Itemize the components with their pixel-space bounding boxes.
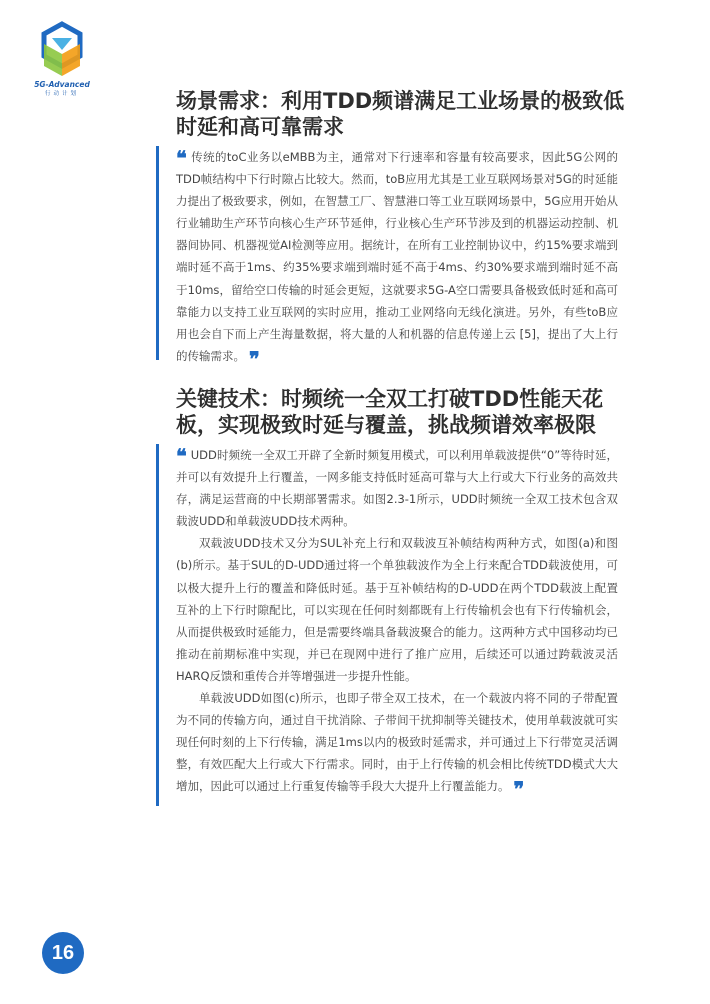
section1-body [176, 146, 618, 371]
logo-mark-icon [30, 20, 94, 84]
section2-quote-block [156, 444, 618, 806]
logo-text: 5G-Advanced [34, 80, 90, 89]
open-quote-icon: ❝ [176, 146, 187, 170]
page-number: 16 [42, 932, 84, 974]
quote-accent-bar [156, 444, 159, 806]
section1-paragraph: 传统的toC业务以eMBB为主，通常对下行速率和容量有较高要求，因此5G公网的TDD帧结构中下行时隙占比较大。然而，toB应用尤其是工业互联网场景对5G的时延能力提出了极致要求，例如，在智慧工厂、智慧港口等工业互联网场景中，5G应用开始从行业辅助生产环节向核心生产环节延伸，行业核心生产环节涉及到的机器运动控制、机器间协同、机器视觉AI检测等应用。据统计，在所有工业控制协议中，约15%要求端到端时延不高于1ms、约35%要求端到端时延不高于4ms、约30%要求端到端时延不高于10ms，留给空口传输的时延会更短，这就要求5G-A空口需要具备极致低时延和高可靠能力以支持工业互联网的实时应用，推动工业网络向无线化演进。另外，有些toB应用也会自下而上产生海量数据，将大量的人和机器的信息传递上云 [5]，提出了大上行的传输需求。 [176, 150, 618, 363]
logo-subtext: 行动计划 [44, 91, 79, 97]
close-quote-icon: ❞ [249, 346, 260, 371]
section2-paragraph-2: 双载波UDD技术又分为SUL补充上行和双载波互补帧结构两种方式，如图(a)和图(b)所示。基于SUL的D-UDD通过将一个单独载波作为全上行来配合TDD载波使用，可以极大提升上行的覆盖和降低时延。基于互补帧结构的D-UDD在两个TDD载波上配置互补的上下行时隙配比，可以实现在任何时刻都既有上行传输机会也有下行传输机会，从而提供极致时延能力，但是需要终端具备载波聚合的能力。这两种方式中国移动均已推动在前期标准中实现，并已在现网中进行了推广应用，后续还可以通过跨载波灵活HARQ反馈和重传合并等增强进一步提升性能。 [176, 536, 618, 683]
section1-heading: 场景需求：利用TDD频谱满足工业场景的极致低时延和高可靠需求 [176, 89, 625, 139]
section2-paragraph-1: UDD时频统一全双工开辟了全新时频复用模式，可以利用单载波提供“0”等待时延，并可以有效提升上行覆盖，一网多能支持低时延高可靠与大上行或大下行业务的高效共存，满足运营商的中长期部署需求。如图2.3-1所示，UDD时频统一全双工技术包含双载波UDD和单载波UDD技术两种。 [176, 448, 618, 529]
close-quote-icon: ❞ [513, 777, 525, 802]
section2-heading: 关键技术：时频统一全双工打破TDD性能天花板，实现极致时延与覆盖，挑战频谱效率极限 [176, 387, 604, 437]
section1-quote-block [156, 146, 618, 371]
open-quote-icon: ❝ [176, 444, 187, 468]
section2-paragraph-3: 单载波UDD如图(c)所示，也即子带全双工技术，在一个载波内将不同的子带配置为不同的传输方向，通过自干扰消除、子带间干扰抑制等关键技术，使用单载波就可实现任何时刻的上下行传输，满足1ms以内的极致时延需求，并可通过上下行带宽灵活调整，有效匹配大上行或大下行需求。同时，由于上行传输的机会相比传统TDD模式大大增加，因此可以通过上行重复传输等手段大大提升上行覆盖能力。 [176, 691, 618, 794]
section2-body [176, 444, 618, 802]
quote-accent-bar [156, 146, 159, 360]
